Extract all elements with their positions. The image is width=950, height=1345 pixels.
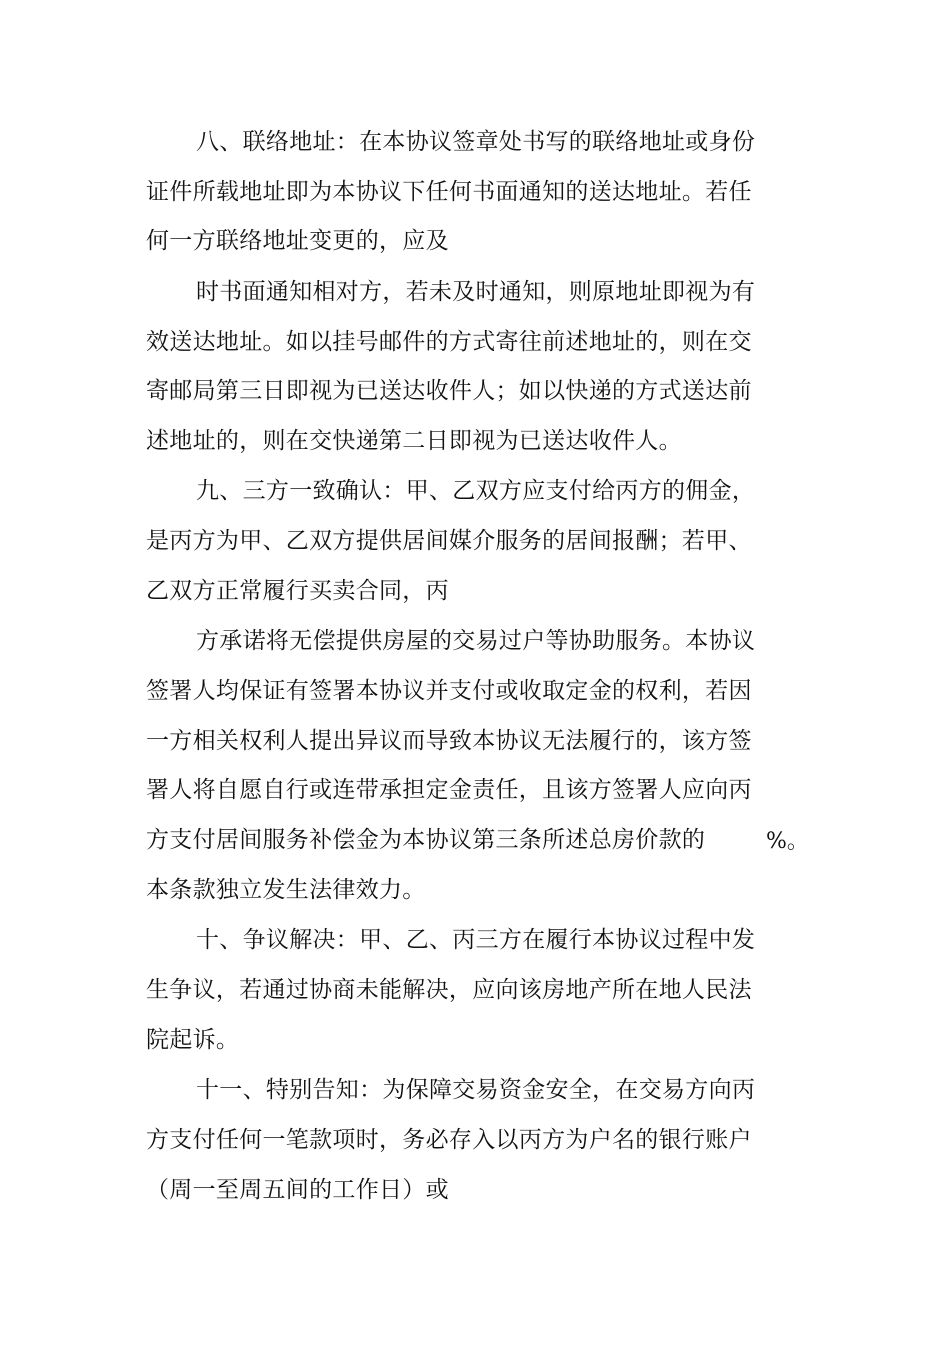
- text-line: 述地址的，则在交快递第二日即视为已送达收件人。: [146, 428, 682, 454]
- text-line: （周一至周五间的工作日）或: [146, 1177, 449, 1203]
- text-line: 效送达地址。如以挂号邮件的方式寄往前述地址的，则在交: [146, 329, 752, 355]
- text-line: 院起诉。: [146, 1027, 240, 1053]
- text-line: 何一方联络地址变更的，应及: [146, 228, 449, 254]
- text-line: 一方相关权利人提出异议而导致本协议无法履行的，该方签: [146, 728, 752, 754]
- text-line: 署人将自愿自行或连带承担定金责任，且该方签署人应向丙: [146, 777, 752, 803]
- text-line: 九、三方一致确认：甲、乙双方应支付给丙方的佣金，: [196, 478, 756, 504]
- text-line: 本条款独立发生法律效力。: [146, 877, 426, 903]
- text-line: 寄邮局第三日即视为已送达收件人；如以快递的方式送达前: [146, 378, 752, 404]
- text-line: 生争议，若通过协商未能解决，应向该房地产所在地人民法: [146, 977, 752, 1003]
- text-line: 是丙方为甲、乙双方提供居间媒介服务的居间报酬；若甲、: [146, 528, 752, 554]
- text-line: 乙双方正常履行买卖合同，丙: [146, 578, 449, 604]
- percent-mark: %。: [766, 829, 809, 854]
- text-line: 方支付居间服务补偿金为本协议第三条所述总房价款的: [146, 827, 706, 853]
- text-line: 时书面通知相对方，若未及时通知，则原地址即视为有: [196, 279, 756, 305]
- text-line: 证件所载地址即为本协议下任何书面通知的送达地址。若任: [146, 179, 752, 205]
- text-line: 十一、特别告知：为保障交易资金安全，在交易方向丙: [196, 1077, 756, 1103]
- text-line: 方承诺将无偿提供房屋的交易过户等协助服务。本协议: [196, 628, 756, 654]
- text-line: 签署人均保证有签署本协议并支付或收取定金的权利，若因: [146, 678, 752, 704]
- text-line: 方支付任何一笔款项时，务必存入以丙方为户名的银行账户: [146, 1127, 752, 1153]
- text-line: 十、争议解决：甲、乙、丙三方在履行本协议过程中发: [196, 927, 756, 953]
- text-line: 八、联络地址：在本协议签章处书写的联络地址或身份: [196, 129, 756, 155]
